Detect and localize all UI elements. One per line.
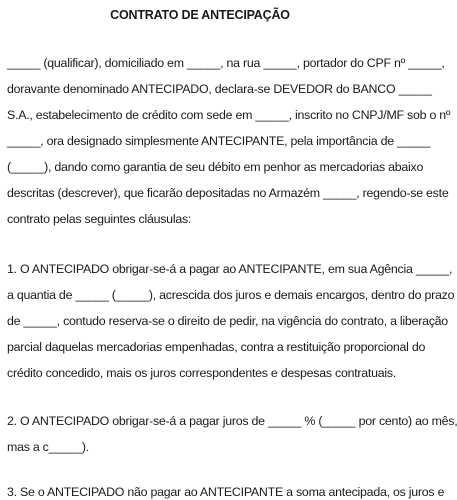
clause-1-line: a quantia de _____ (_____), acrescida dos juros e demais encargos, dentro do prazo [7,288,455,302]
text-line: S.A., estabelecimento de crédito com sede em _____, inscrito no CNPJ/MF sob o nº [7,108,451,122]
document-title: CONTRATO DE ANTECIPAÇÃO [110,8,290,22]
clause-2-line: mas a c_____). [7,440,89,454]
clause-2-line: 2. O ANTECIPADO obrigar-se-á a pagar juros de _____ % (_____ por cento) ao mês, [7,414,457,428]
clause-1-line: de _____, contudo reserva-se o direito de pedir, na vigência do contrato, a liberação [7,314,448,328]
text-line: (_____), dando como garantia de seu débito em penhor as mercadorias abaixo [7,160,424,174]
text-line: _____, ora designado simplesmente ANTECIPANTE, pela importância de _____ [7,134,431,148]
text-line: contrato pelas seguintes cláusulas: [7,212,192,226]
text-line: descritas (descrever), que ficarão depositadas no Armazém _____, regendo-se este [7,186,449,200]
clause-3-line: 3. Se o ANTECIPADO não pagar ao ANTECIPANTE a soma antecipada, os juros e [7,485,445,499]
text-line: _____ (qualificar), domiciliado em _____, na rua _____, portador do CPF nº _____, [7,56,445,70]
text-line: doravante denominado ANTECIPADO, declara-se DEVEDOR do BANCO _____ [7,82,432,96]
clause-1-line: 1. O ANTECIPADO obrigar-se-á a pagar ao ANTECIPANTE, em sua Agência _____, [7,262,453,276]
clause-1-line: crédito concedido, mais os juros correspondentes e despesas contratuais. [7,366,397,380]
clause-1-line: parcial daquelas mercadorias empenhadas, contra a restituição proporcional do [7,340,426,354]
